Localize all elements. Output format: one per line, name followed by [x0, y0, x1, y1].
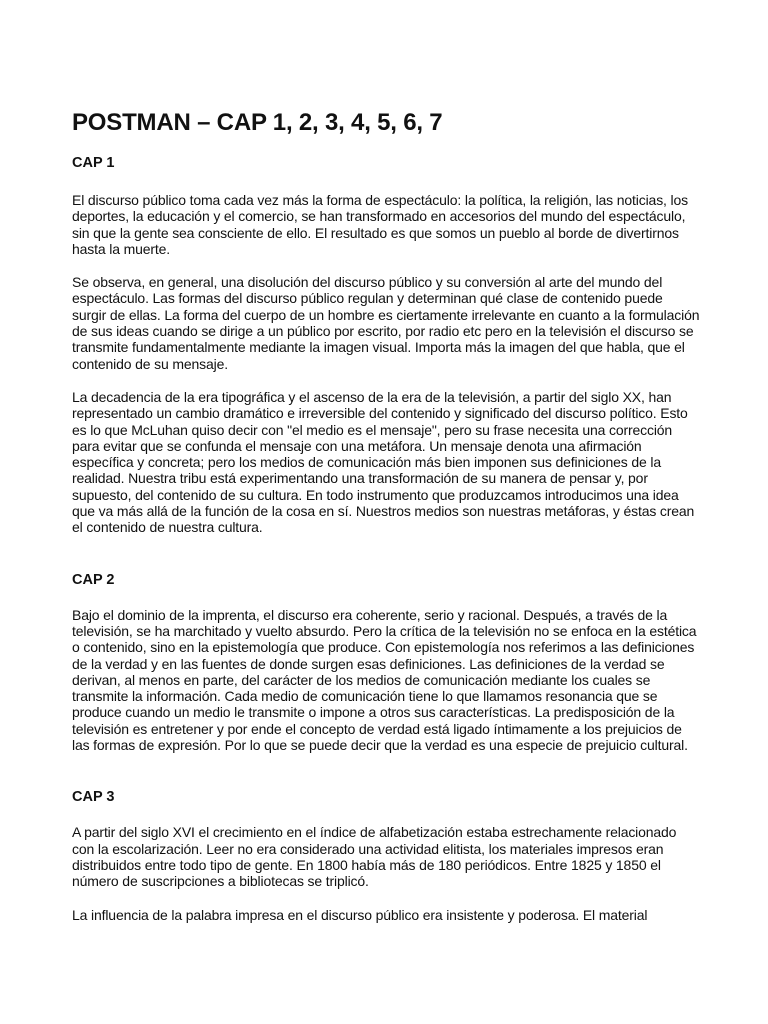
paragraph: El discurso público toma cada vez más la forma de espectáculo: la política, la religión, las noticias, los deportes, la educación y el comercio, se han transformado en accesorios del mundo del espectáculo, sin que la gente sea consciente de ello. El resultado es que somos un pueblo al borde de divertirnos hasta la muerte. — [72, 192, 688, 257]
document-title: POSTMAN – CAP 1, 2, 3, 4, 5, 6, 7 — [72, 109, 443, 136]
paragraph: La decadencia de la era tipográfica y el ascenso de la era de la televisión, a partir del siglo XX, han representado un cambio dramático e irreversible del contenido y significado del discurso político. Esto es lo que McLuhan quiso decir con "el medio es el mensaje", pero su frase necesita una corrección para evitar que se confunda el mensaje con una metáfora. Un mensaje denota una afirmación específica y concreta; pero los medios de comunicación más bien imponen sus definiciones de la realidad. Nuestra tribu está experimentando una transformación de su manera de pensar y, por supuesto, del contenido de su cultura. En todo instrumento que produzcamos introducimos una idea que va más allá de la función de la cosa en sí. Nuestros medios son nuestras metáforas, y éstas crean el contenido de nuestra cultura. — [72, 388, 695, 536]
document-page — [72, 108, 700, 923]
paragraph: La influencia de la palabra impresa en el discurso público era insistente y poderosa. El material — [72, 906, 648, 923]
chapter-heading-cap-1: CAP 1 — [72, 155, 115, 171]
chapter-heading-cap-2: CAP 2 — [72, 571, 115, 588]
paragraph: Bajo el dominio de la imprenta, el discurso era coherente, serio y racional. Después, a través de la televisión, se ha marchitado y vuelto absurdo. Pero la crítica de la televisión no se enfoca en la estética o contenido, sino en la epistemología que produce. Con epistemología nos referimos a las definiciones de la verdad y en las fuentes de donde surgen esas definiciones. Las definiciones de la verdad se derivan, al menos en parte, del carácter de los medios de comunicación mediante los cuales se transmite la información. Cada medio de comunicación tiene lo que llamamos resonancia que se produce cuando un medio le transmite o impone a otros sus características. La predisposición de la televisión es entretener y por ende el concepto de verdad está ligado íntimamente a los prejuicios de las formas de expresión. Por lo que se puede decir que la verdad es una especie de prejuicio cultural. — [72, 606, 697, 754]
paragraph: A partir del siglo XVI el crecimiento en el índice de alfabetización estaba estrechamente relacionado con la escolarización. Leer no era considerado una actividad elitista, los materiales impresos eran distribuidos entre todo tipo de gente. En 1800 había más de 180 periódicos. Entre 1825 y 1850 el número de suscripciones a bibliotecas se triplicó. — [72, 824, 677, 890]
paragraph: Se observa, en general, una disolución del discurso público y su conversión al arte del mundo del espectáculo. Las formas del discurso público regulan y determinan qué clase de contenido puede surgir de ellas. La forma del cuerpo de un hombre es ciertamente irrelevante en cuanto a la formulación de sus ideas cuando se dirige a un público por escrito, por radio etc pero en la televisión el discurso se transmite fundamentalmente mediante la imagen visual. Importa más la imagen del que habla, que el contenido de su mensaje. — [72, 274, 700, 372]
chapter-heading-cap-3: CAP 3 — [72, 789, 115, 806]
